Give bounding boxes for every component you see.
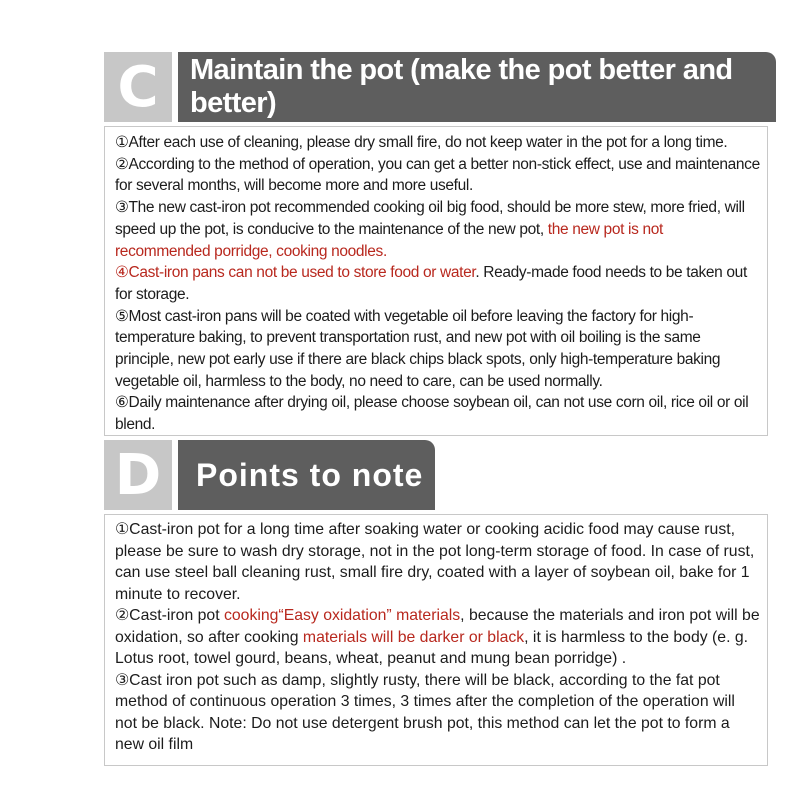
d-item-3: [115, 670, 761, 756]
section-d-header: [104, 440, 435, 510]
c-item-4-highlight: ④Cast-iron pans can not be used to store food or water: [115, 264, 476, 282]
d-item-2-text-c: , it is harmless to the body (e. g. Lotus root, towel gourd, beans, wheat, peanut and mung bean porridge) .: [115, 628, 749, 667]
d-item-1-text: ①Cast-iron pot for a long time after soaking water or cooking acidic food may cause rust, please be sure to wash dry storage, not in the pot long-term storage of food. In case of rust, can use steel ball cleaning rust, small fire dry, coated with a layer of soybean oil, bake for 1 minute to recover.: [115, 521, 755, 603]
section-d-badge: D: [104, 440, 172, 510]
section-c-badge: C: [104, 52, 172, 122]
c-item-3: [115, 197, 761, 262]
c-item-6-text: ⑥Daily maintenance after drying oil, please choose soybean oil, can not use corn oil, rice oil or oil blend.: [115, 394, 749, 434]
c-item-3-text: ③The new cast-iron pot recommended cooking oil big food, should be more stew, more fried, will speed up the pot, is conducive to the maintenance of the new pot,: [115, 199, 745, 238]
d-item-1: [115, 519, 761, 605]
d-item-2-highlight-a: cooking“Easy oxidation” materials: [223, 607, 461, 624]
c-item-2-text: ②According to the method of operation, you can get a better non-stick effect, use and maintenance for several months, will become more and more useful.: [115, 155, 760, 195]
c-item-1: [115, 132, 761, 154]
d-item-2-text-a: ②Cast-iron pot: [115, 607, 224, 624]
section-c-header: [104, 52, 776, 122]
d-item-3-text: ③Cast iron pot such as damp, slightly rusty, there will be black, according to the fat pot method of continuous operation 3 times, 3 times after the completion of the operation will not be black. Note: Do not use detergent brush pot, this method can let the pot to form a new oil film: [115, 671, 735, 753]
d-item-2-text-b: , because the materials and iron pot will be oxidation, so after cooking: [115, 607, 760, 646]
d-item-2-highlight-b: materials will be darker or black: [302, 628, 525, 646]
section-d-content: [104, 514, 768, 766]
c-item-5: [115, 306, 761, 393]
c-item-4-text: . Ready-made food needs to be taken out for storage.: [115, 264, 747, 303]
c-item-4: [115, 262, 761, 305]
c-item-2: [115, 154, 761, 197]
c-item-6: [115, 392, 761, 435]
section-d-title: Points to note: [178, 440, 435, 510]
section-c-content: [104, 126, 768, 436]
c-item-5-text: ⑤Most cast-iron pans will be coated with vegetable oil before leaving the factory for high-temperature baking, to prevent transportation rust, and new pot with oil boiling is the same principle, new pot early use if there are black chips black spots, only high-temperature baking vegetable oil, harmless to the body, no need to care, can be used normally.: [115, 307, 721, 390]
c-item-3-highlight: the new pot is not recommended porridge, cooking noodles.: [115, 220, 663, 260]
section-c-title: Maintain the pot (make the pot better and better): [178, 52, 776, 122]
d-item-2: [115, 605, 761, 670]
c-item-1-text: ①After each use of cleaning, please dry small fire, do not keep water in the pot for a long time.: [115, 134, 728, 151]
